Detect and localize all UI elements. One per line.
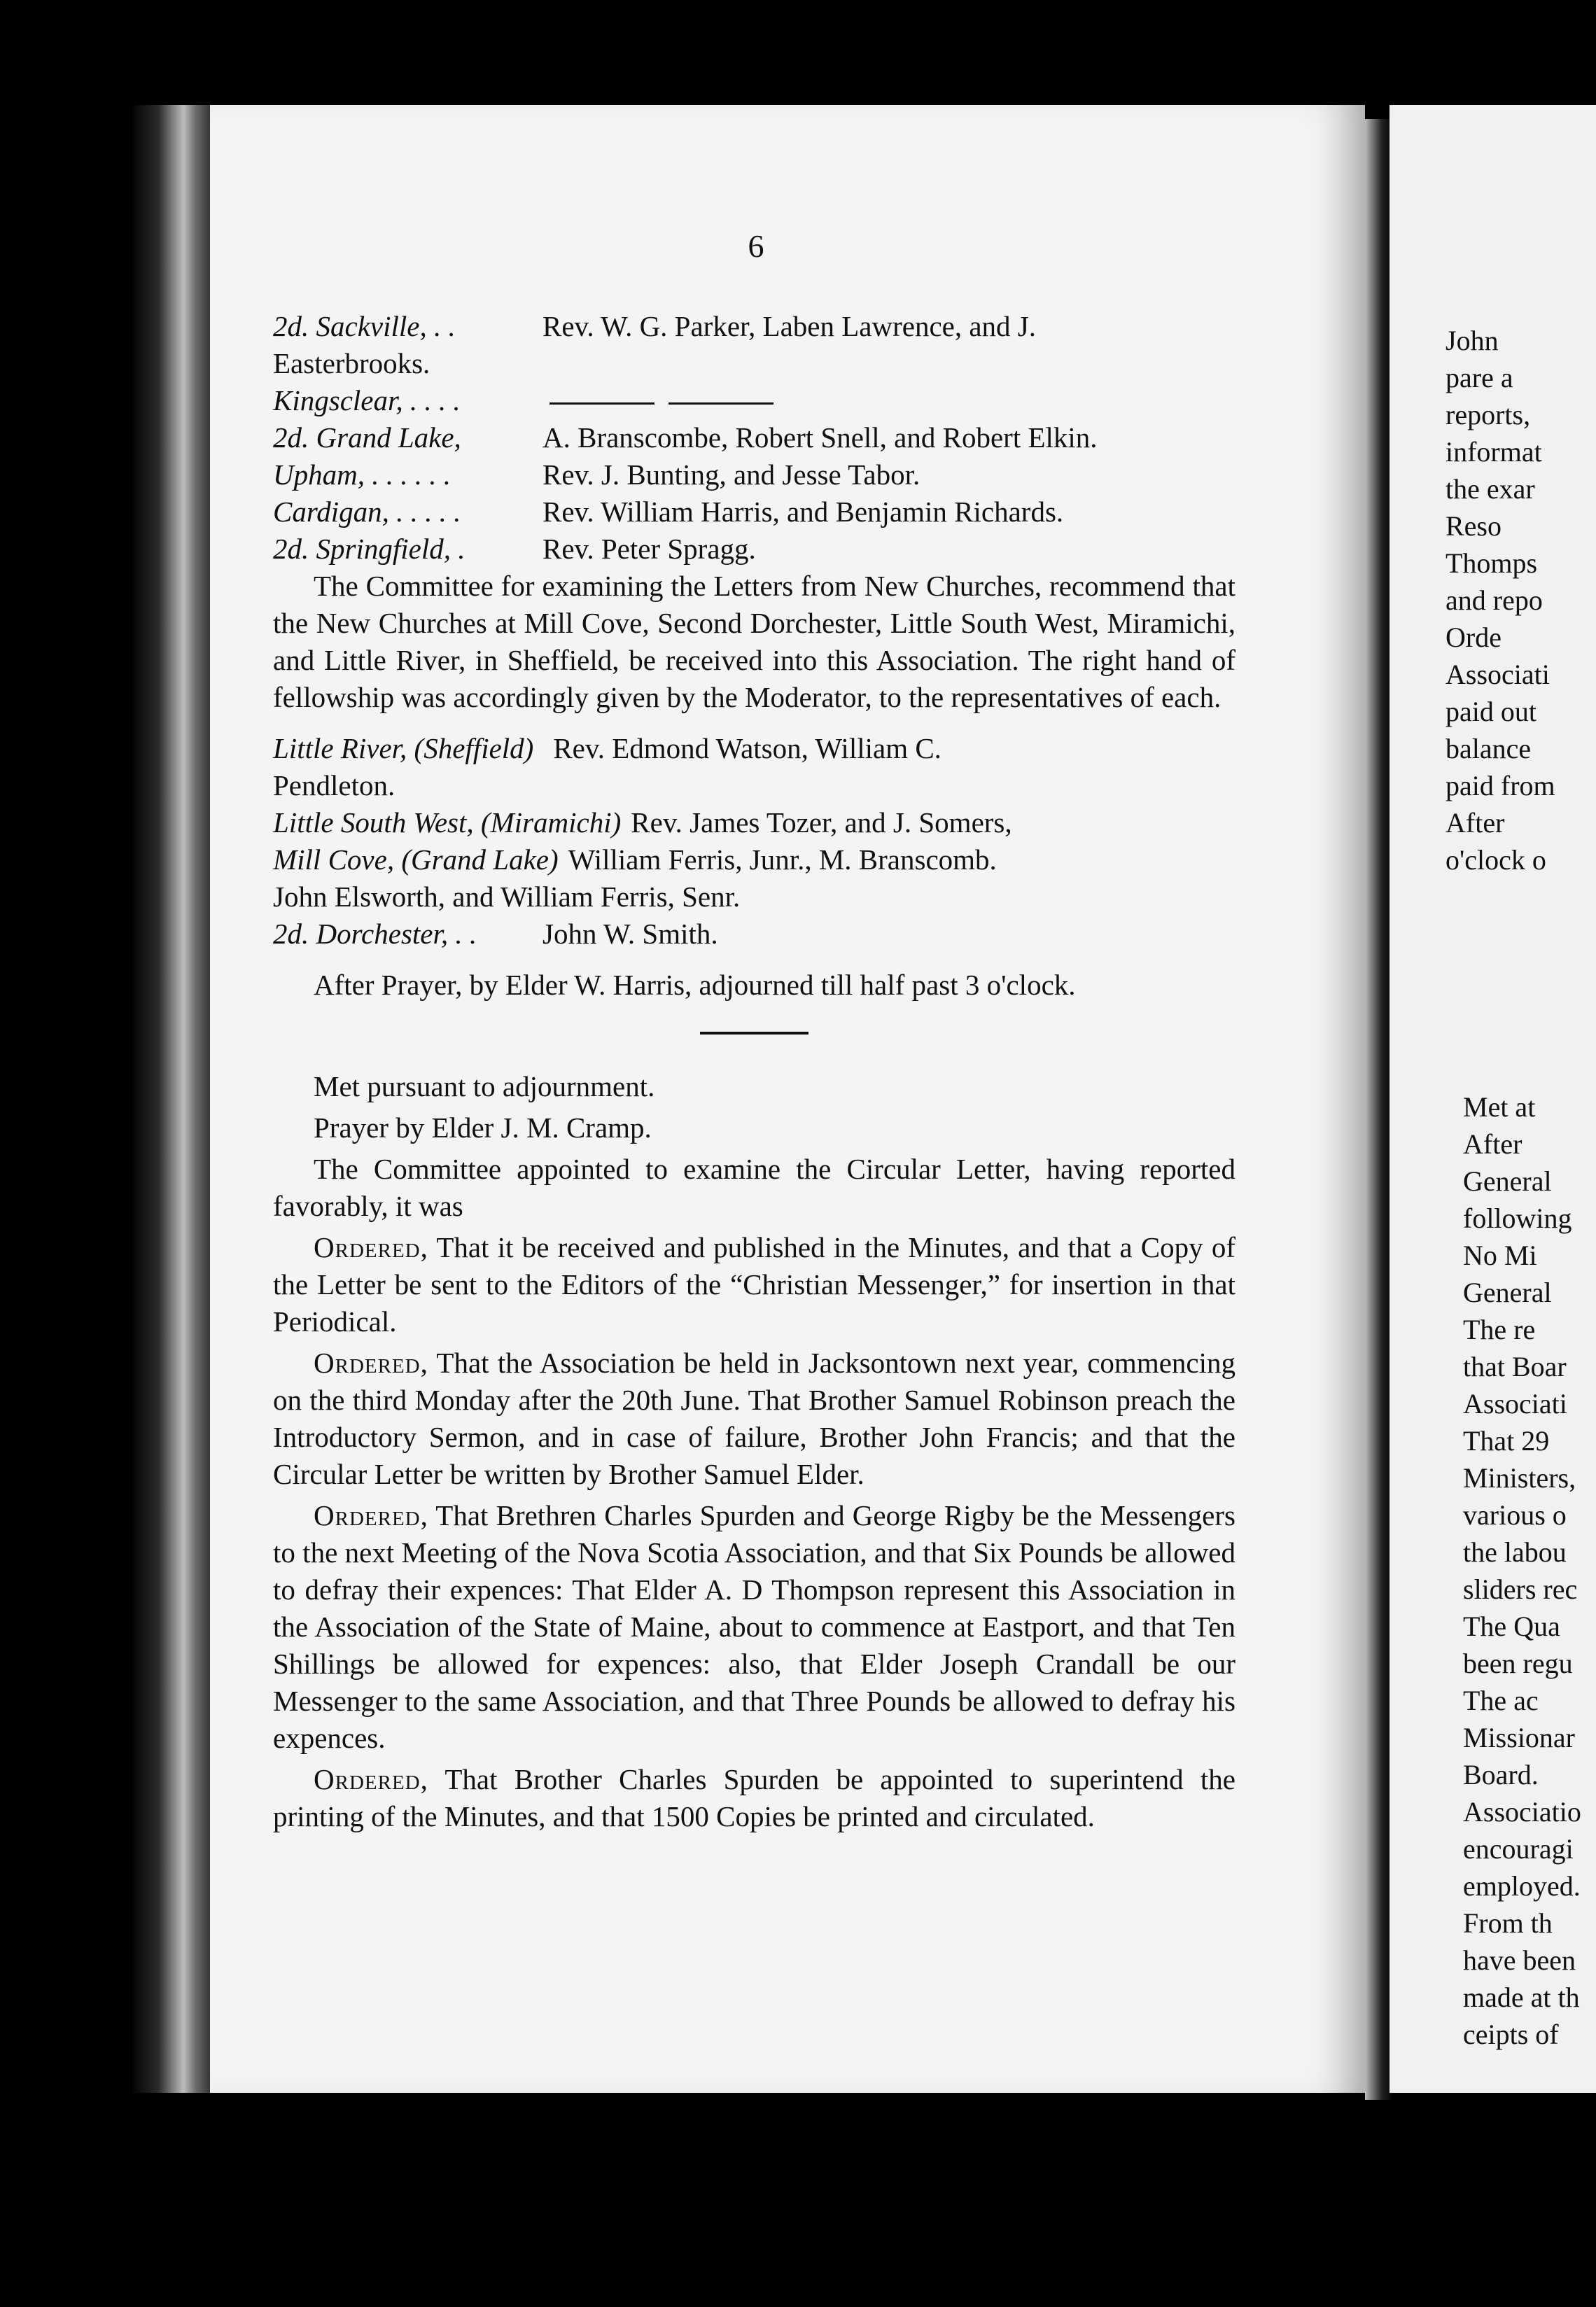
entry-row xyxy=(273,916,1236,953)
ordered-paragraph xyxy=(273,1345,1236,1493)
facing-page-line: Met at xyxy=(1463,1091,1536,1123)
entry-row xyxy=(273,308,1236,345)
entry-continuation: John Elsworth, and William Ferris, Senr. xyxy=(273,881,741,913)
facing-page-line: Thomps xyxy=(1446,547,1538,579)
entry-place: Cardigan, . . . . . xyxy=(273,496,461,528)
facing-page-line: been regu xyxy=(1463,1648,1573,1679)
facing-page-line: the exar xyxy=(1446,473,1535,505)
facing-page-line: encouragi xyxy=(1463,1833,1574,1865)
facing-page-line: After xyxy=(1463,1128,1522,1160)
facing-page-line: employed. xyxy=(1463,1870,1581,1902)
facing-page-line: Orde xyxy=(1446,622,1502,653)
ordered-text: That the Association be held in Jacksontown next year, commencing on the third Monday after the 20th June. That Brother Samuel Robinson preach the Introductory Sermon, and in case of failure, Brother John Francis; and that the Circular Letter be written by Brother Samuel Elder. xyxy=(273,1347,1236,1490)
entry-continuation: Pendleton. xyxy=(273,769,396,801)
met-line: Met pursuant to adjournment. xyxy=(314,1070,655,1102)
ordered-text: That Brethren Charles Spurden and George Rigby be the Messengers to the next Meeting of the Nova Scotia Association, and that Six Pounds be allowed to defray their expences: That Elder A. D Thompson represent this Association in the Association of the State of Maine, about to commence at Eastport, and that Ten Shillings be allowed for expences: also, that Elder Joseph Crandall be our Messenger to the same Association, and that Three Pounds be allowed to defray his expences. xyxy=(273,1499,1236,1754)
entry-names: Rev. James Tozer, and J. Somers, xyxy=(631,806,1012,839)
facing-page-line: have been xyxy=(1463,1944,1576,1976)
entry-place: Upham, . . . . . . xyxy=(273,458,451,491)
ordered-paragraph xyxy=(273,1761,1236,1835)
entry-continuation: Easterbrooks. xyxy=(273,347,430,379)
facing-page-line: o'clock o xyxy=(1446,844,1546,876)
circular-paragraph: The Committee appointed to examine the Circular Letter, having reported favorably, it was xyxy=(273,1153,1236,1222)
entry-place: 2d. Sackville, . . xyxy=(273,310,456,342)
entry-place: Little River, (Sheffield) xyxy=(273,732,534,764)
facing-page-line: and repo xyxy=(1446,584,1543,616)
facing-page-line: That 29 xyxy=(1463,1425,1550,1457)
entry-blank-rules xyxy=(542,382,1236,419)
entry-names: Rev. Peter Spragg. xyxy=(542,533,756,565)
facing-page-line: Reso xyxy=(1446,510,1502,542)
facing-page-line: The ac xyxy=(1463,1685,1539,1716)
facing-page-line: John xyxy=(1446,325,1499,356)
ordered-text: That it be received and published in the Minutes, and that a Copy of the Letter be sent to the Editors of the “Christian Messenger,” for insertion in that Periodical. xyxy=(273,1231,1236,1338)
ordered-label: Ordered, xyxy=(314,1499,428,1531)
entry-row xyxy=(273,730,1236,767)
facing-page-line: The Qua xyxy=(1463,1611,1560,1642)
entry-place: Mill Cove, (Grand Lake) xyxy=(273,843,559,876)
entry-row xyxy=(273,419,1236,456)
spacer xyxy=(273,953,1236,967)
entry-row xyxy=(273,382,1236,419)
facing-page-line: Associatio xyxy=(1463,1796,1581,1828)
facing-page-line: various o xyxy=(1463,1499,1567,1531)
prayer-line: Prayer by Elder J. M. Cramp. xyxy=(314,1112,652,1144)
facing-page-line: following xyxy=(1463,1202,1572,1234)
ordered-label: Ordered, xyxy=(314,1763,428,1795)
ordered-paragraph xyxy=(273,1229,1236,1340)
entry-names: Rev. Edmond Watson, William C. xyxy=(553,732,941,764)
blank-rule xyxy=(668,402,774,405)
spacer xyxy=(273,716,1236,730)
facing-page-line: The re xyxy=(1463,1314,1536,1345)
book-edge xyxy=(133,105,217,2093)
facing-page-line: Board. xyxy=(1463,1759,1539,1790)
facing-page-text-bottom xyxy=(1463,1088,1596,2053)
ordered-label: Ordered, xyxy=(314,1231,428,1263)
entry-names: John W. Smith. xyxy=(542,918,718,950)
section-divider xyxy=(700,1032,808,1035)
facing-page-line: paid from xyxy=(1446,770,1555,801)
entry-place: 2d. Grand Lake, xyxy=(273,421,461,454)
entry-place: 2d. Springfield, . xyxy=(273,533,465,565)
entry-row xyxy=(273,841,1236,878)
facing-page-line: informat xyxy=(1446,436,1542,468)
entry-names: A. Branscombe, Robert Snell, and Robert Elkin. xyxy=(542,421,1098,454)
facing-page-line: General xyxy=(1463,1277,1552,1308)
committee-paragraph: The Committee for examining the Letters from New Churches, recommend that the New Churches at Mill Cove, Second Dorchester, Little South West, Miramichi, and Little River, in Sheffield, be received into this Association. The right hand of fellowship was accordingly given by the Moderator, to the representatives of each. xyxy=(273,570,1236,713)
entry-place: Kingsclear, . . . . xyxy=(273,384,461,416)
blank-rule xyxy=(550,402,654,405)
entry-names: Rev. William Harris, and Benjamin Richards. xyxy=(542,496,1064,528)
facing-page-line: that Boar xyxy=(1463,1351,1567,1382)
facing-page-line: General xyxy=(1463,1165,1552,1197)
entry-names: Rev. W. G. Parker, Laben Lawrence, and J. xyxy=(542,310,1036,342)
entry-row xyxy=(273,456,1236,493)
ordered-paragraph xyxy=(273,1497,1236,1757)
facing-page-line: balance xyxy=(1446,733,1532,764)
entry-row xyxy=(273,804,1236,841)
facing-page-line: made at th xyxy=(1463,1982,1580,2013)
entry-row xyxy=(273,493,1236,531)
gutter xyxy=(1365,119,1393,2100)
facing-page-line: reports, xyxy=(1446,399,1531,430)
ordered-label: Ordered, xyxy=(314,1347,428,1379)
entry-names: Rev. J. Bunting, and Jesse Tabor. xyxy=(542,458,920,491)
entry-row xyxy=(273,531,1236,568)
facing-page-line: Ministers, xyxy=(1463,1462,1576,1494)
facing-page-line: pare a xyxy=(1446,362,1513,393)
main-text xyxy=(273,308,1236,1835)
facing-page-line: sliders rec xyxy=(1463,1573,1578,1605)
ordered-text: That Brother Charles Spurden be appointed to superintend the printing of the Minutes, and that 1500 Copies be printed and circulated. xyxy=(273,1763,1236,1832)
entry-place: 2d. Dorchester, . . xyxy=(273,918,477,950)
facing-page-line: From th xyxy=(1463,1907,1553,1939)
entry-place: Little South West, (Miramichi) xyxy=(273,806,622,839)
facing-page-line: Associati xyxy=(1463,1388,1567,1419)
entry-names: William Ferris, Junr., M. Branscomb. xyxy=(568,843,997,876)
facing-page-line: Missionar xyxy=(1463,1722,1575,1753)
adjourn-paragraph: After Prayer, by Elder W. Harris, adjourned till half past 3 o'clock. xyxy=(314,969,1076,1001)
facing-page-line: ceipts of xyxy=(1463,2019,1559,2050)
facing-page-line: Associati xyxy=(1446,659,1550,690)
facing-page-line: After xyxy=(1446,807,1505,839)
facing-page-line: paid out xyxy=(1446,696,1536,727)
facing-page-line: No Mi xyxy=(1463,1240,1537,1271)
facing-page-text-top xyxy=(1446,322,1596,878)
page-number: 6 xyxy=(748,228,764,264)
facing-page-line: the labou xyxy=(1463,1536,1567,1568)
